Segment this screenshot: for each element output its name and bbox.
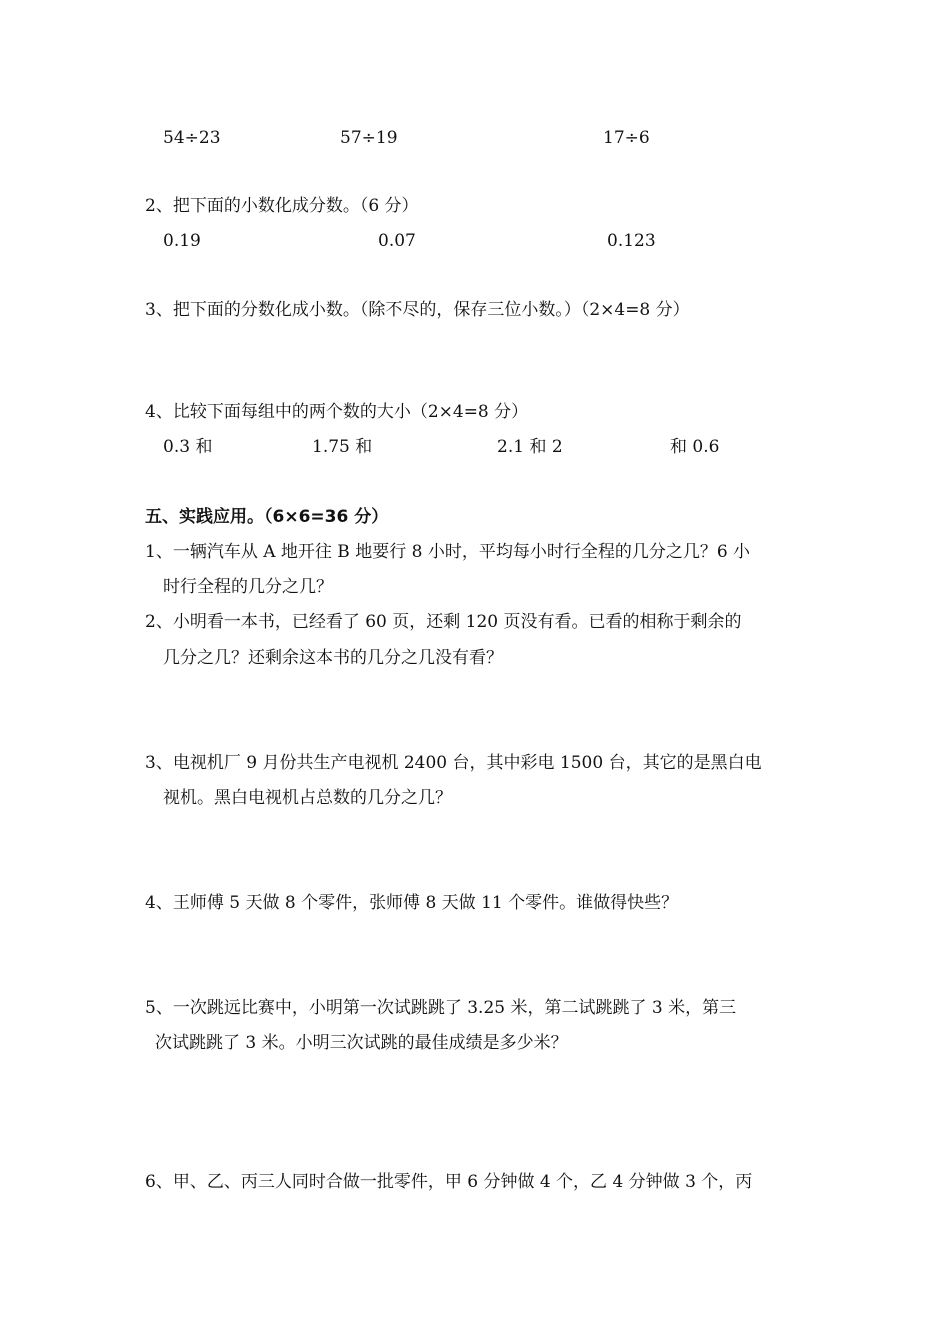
q2-item-2: 0.07 [378,231,416,251]
q2-title: 2、把下面的小数化成分数。（6 分） [145,196,419,216]
section5-heading: 五、实践应用。（6×6=36 分） [145,507,389,527]
problem-5-line-2: 次试跳跳了 3 米。小明三次试跳的最佳成绩是多少米？ [155,1033,568,1053]
problem-3-line-2: 视机。黑白电视机占总数的几分之几？ [163,788,452,808]
q4-item-4: 和 0.6 [670,437,720,457]
q4-title: 4、比较下面每组中的两个数的大小（2×4=8 分） [145,402,529,422]
problem-5-line-1: 5、一次跳远比赛中，小明第一次试跳跳了 3.25 米，第二试跳跳了 3 米，第三 [145,998,737,1018]
problem-2-line-2: 几分之几？还剩余这本书的几分之几没有看？ [163,648,503,668]
q4-item-2: 1.75 和 [312,437,373,457]
q2-item-3: 0.123 [607,231,656,251]
problem-1-line-2: 时行全程的几分之几？ [163,577,333,597]
q2-item-1: 0.19 [163,231,201,251]
q4-item-1: 0.3 和 [163,437,213,457]
division-item-1: 54÷23 [163,128,221,148]
q4-item-3: 2.1 和 2 [497,437,563,457]
problem-3-line-1: 3、电视机厂 9 月份共生产电视机 2400 台，其中彩电 1500 台，其它的是黑白电 [145,753,762,773]
problem-4-line-1: 4、王师傅 5 天做 8 个零件，张师傅 8 天做 11 个零件。谁做得快些？ [145,893,679,913]
division-item-3: 17÷6 [603,128,650,148]
problem-6-line-1: 6、甲、乙、丙三人同时合做一批零件，甲 6 分钟做 4 个，乙 4 分钟做 3 个，丙 [145,1172,753,1192]
problem-2-line-1: 2、小明看一本书，已经看了 60 页，还剩 120 页没有看。已看的相称于剩余的 [145,612,742,632]
q3-title: 3、把下面的分数化成小数。（除不尽的，保存三位小数。）（2×4=8 分） [145,300,690,320]
division-item-2: 57÷19 [340,128,398,148]
problem-1-line-1: 1、一辆汽车从 A 地开往 B 地要行 8 小时，平均每小时行全程的几分之几？6 小 [145,542,751,562]
